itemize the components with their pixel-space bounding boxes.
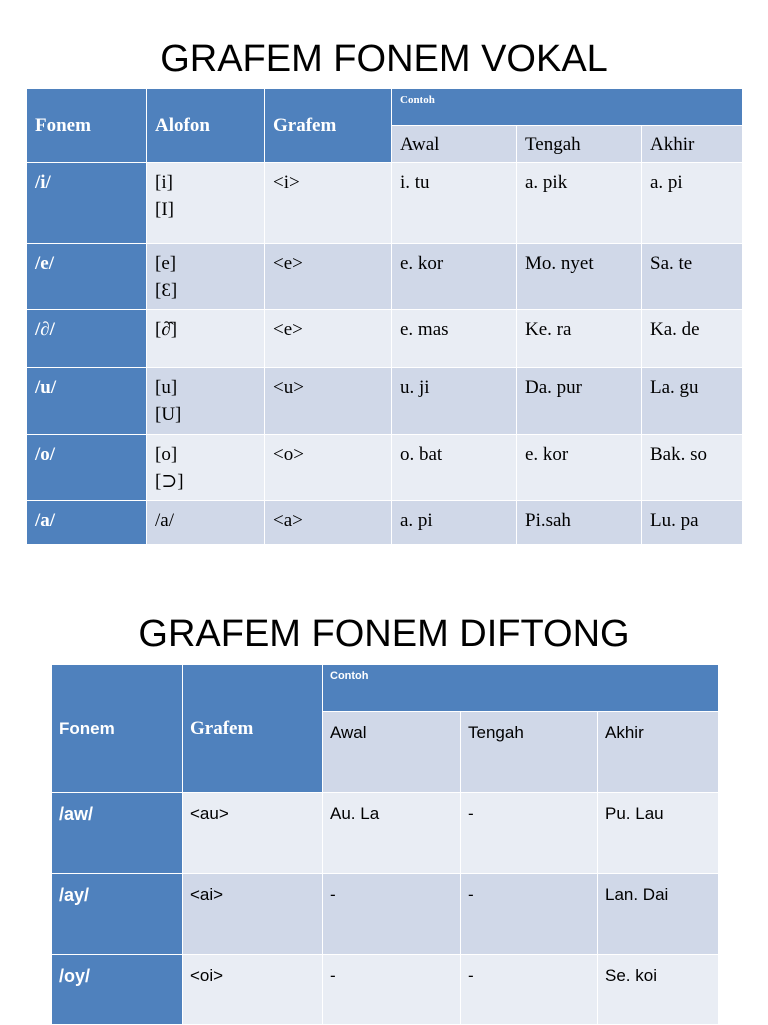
tengah-cell: Da. pur: [517, 368, 642, 435]
alofon-value: [o]: [155, 444, 178, 465]
alofon-cell: [147, 435, 265, 501]
tengah-cell: -: [461, 793, 598, 874]
awal-cell: o. bat: [392, 435, 517, 501]
fonem-cell: /∂/: [27, 310, 147, 368]
table-row: [27, 310, 743, 368]
table-row: [52, 874, 719, 955]
awal-cell: Au. La: [323, 793, 461, 874]
akhir-cell: Ka. de: [642, 310, 743, 368]
akhir-cell: Lan. Dai: [598, 874, 719, 955]
header-awal: Awal: [323, 712, 461, 793]
header-tengah: Tengah: [517, 126, 642, 163]
alofon-value: [∂̂]: [155, 319, 178, 340]
grafem-cell: <e>: [265, 244, 392, 310]
tengah-cell: Pi.sah: [517, 501, 642, 545]
alofon-cell: [147, 368, 265, 435]
alofon-value: /a/: [155, 510, 174, 531]
vokal-header-row: [27, 89, 743, 126]
grafem-cell: <a>: [265, 501, 392, 545]
header-tengah: Tengah: [461, 712, 598, 793]
vokal-table: [26, 88, 743, 545]
tengah-cell: Mo. nyet: [517, 244, 642, 310]
alofon-value: [e]: [155, 253, 177, 274]
grafem-cell: <ai>: [183, 874, 323, 955]
fonem-cell: /a/: [27, 501, 147, 545]
table-row: [52, 793, 719, 874]
akhir-cell: Se. koi: [598, 955, 719, 1025]
tengah-cell: a. pik: [517, 163, 642, 244]
awal-cell: -: [323, 874, 461, 955]
table-row: [27, 244, 743, 310]
header-grafem: Grafem: [265, 89, 392, 163]
fonem-cell: /e/: [27, 244, 147, 310]
alofon-cell: [147, 310, 265, 368]
fonem-cell: /i/: [27, 163, 147, 244]
header-awal: Awal: [392, 126, 517, 163]
fonem-cell: /u/: [27, 368, 147, 435]
akhir-cell: La. gu: [642, 368, 743, 435]
tengah-cell: e. kor: [517, 435, 642, 501]
awal-cell: i. tu: [392, 163, 517, 244]
alofon-cell: [147, 163, 265, 244]
alofon-cell: [147, 501, 265, 545]
header-fonem: Fonem: [52, 665, 183, 793]
alofon-value: [i]: [155, 172, 173, 193]
grafem-cell: <i>: [265, 163, 392, 244]
vokal-title: GRAFEM FONEM VOKAL: [160, 38, 608, 80]
grafem-cell: <o>: [265, 435, 392, 501]
awal-cell: u. ji: [392, 368, 517, 435]
table-row: [52, 955, 719, 1025]
akhir-cell: Lu. pa: [642, 501, 743, 545]
tengah-cell: -: [461, 955, 598, 1025]
tengah-cell: Ke. ra: [517, 310, 642, 368]
akhir-cell: Pu. Lau: [598, 793, 719, 874]
grafem-cell: <au>: [183, 793, 323, 874]
akhir-cell: a. pi: [642, 163, 743, 244]
awal-cell: e. mas: [392, 310, 517, 368]
table-row: [27, 368, 743, 435]
header-akhir: Akhir: [642, 126, 743, 163]
awal-cell: a. pi: [392, 501, 517, 545]
fonem-cell: /oy/: [52, 955, 183, 1025]
alofon-cell: [147, 244, 265, 310]
header-fonem: Fonem: [27, 89, 147, 163]
diftong-header-row: [52, 665, 719, 712]
header-contoh: Contoh: [392, 89, 743, 126]
akhir-cell: Bak. so: [642, 435, 743, 501]
table-row: [27, 163, 743, 244]
fonem-cell: /aw/: [52, 793, 183, 874]
alofon-value: [I]: [155, 199, 174, 220]
alofon-value: [u]: [155, 377, 178, 398]
diftong-table: [51, 664, 719, 1025]
fonem-cell: /o/: [27, 435, 147, 501]
grafem-cell: <u>: [265, 368, 392, 435]
tengah-cell: -: [461, 874, 598, 955]
grafem-cell: <e>: [265, 310, 392, 368]
grafem-cell: <oi>: [183, 955, 323, 1025]
alofon-value: [U]: [155, 404, 182, 425]
alofon-value: [⊃]: [155, 471, 184, 492]
header-contoh: Contoh: [323, 665, 719, 712]
table-row: [27, 435, 743, 501]
header-alofon: Alofon: [147, 89, 265, 163]
header-grafem: Grafem: [183, 665, 323, 793]
diftong-title: GRAFEM FONEM DIFTONG: [138, 613, 630, 655]
awal-cell: e. kor: [392, 244, 517, 310]
alofon-value: [Ɛ]: [155, 280, 178, 301]
akhir-cell: Sa. te: [642, 244, 743, 310]
table-row: [27, 501, 743, 545]
header-akhir: Akhir: [598, 712, 719, 793]
fonem-cell: /ay/: [52, 874, 183, 955]
awal-cell: -: [323, 955, 461, 1025]
